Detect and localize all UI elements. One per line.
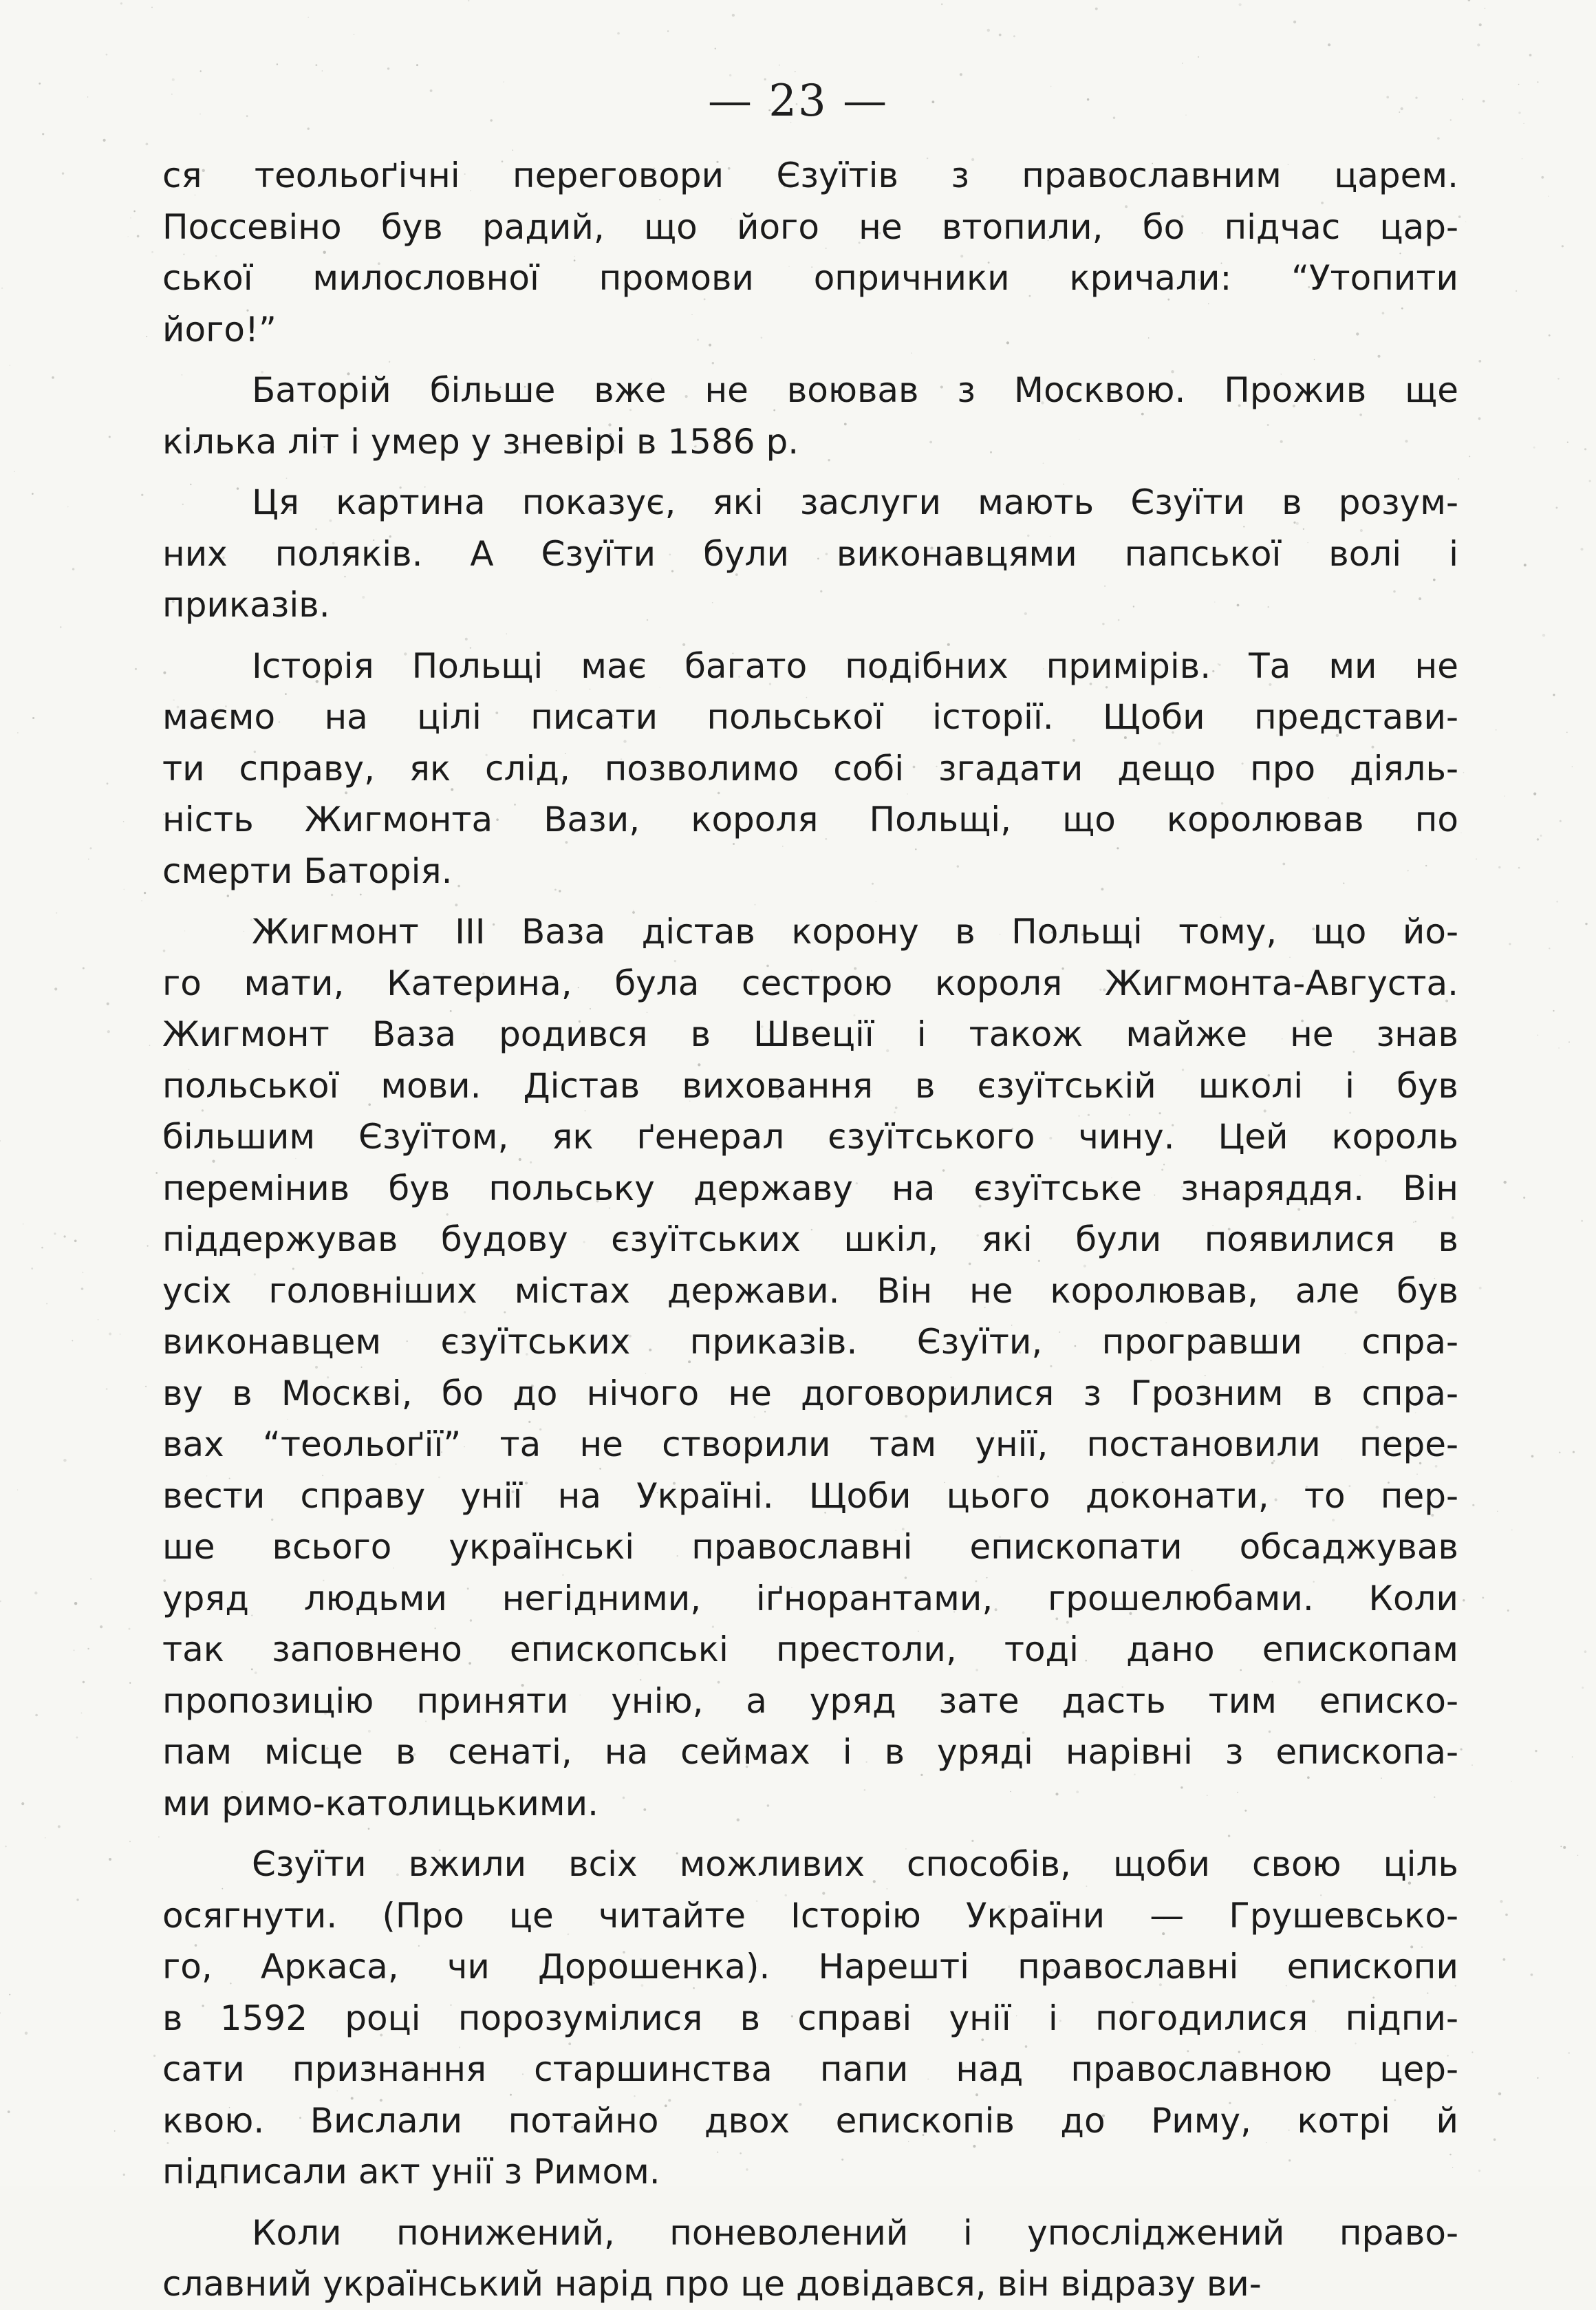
text-line: Баторій більше вже не воював з Москвою. Прожив ще (252, 370, 1458, 410)
text-line: піддержував будову єзуїтських шкіл, які були появилися в (162, 1219, 1458, 1259)
text-line: перемінив був польську державу на єзуїтське знаряддя. Він (162, 1168, 1458, 1208)
text-line: маємо на цілі писати польської історії. Щоби представи- (162, 697, 1458, 737)
text-line: пропозицію приняти унію, а уряд зате дасть тим еписко- (162, 1680, 1458, 1721)
text-line: кілька літ і умер у зневірі в 1586 р. (162, 421, 799, 462)
paragraph (162, 477, 1458, 631)
text-line: ми римо-католицькими. (162, 1783, 599, 1824)
text-line: ся теольоґічні переговори Єзуїтів з православним царем. (162, 156, 1458, 195)
text-line: Жигмонт III Ваза дістав корону в Польщі тому, що йо- (252, 912, 1458, 952)
text-line: уряд людьми негідними, іґнорантами, грошелюбами. Коли (162, 1578, 1458, 1618)
text-line: так заповнено епископські престоли, тоді дано епископам (162, 1629, 1458, 1669)
text-line: Історія Польщі має багато подібних примірів. Та ми не (252, 645, 1458, 686)
text-line: усіх головніших містах держави. Він не королював, але був (162, 1270, 1458, 1311)
text-line: ність Жигмонта Вази, короля Польщі, що королював по (162, 800, 1458, 839)
text-line: польської мови. Дістав виховання в єзуїтській школі і був (162, 1065, 1458, 1106)
paragraph (162, 365, 1458, 467)
text-line: сати признання старшинства папи над православною цер- (162, 2049, 1458, 2089)
text-line: підписали акт унії з Римом. (162, 2152, 660, 2192)
text-line: ської милословної промови опричники кричали: “Утопити (162, 258, 1458, 298)
text-line: більшим Єзуїтом, як ґенерал єзуїтського чину. Цей король (162, 1117, 1458, 1157)
text-line: його!” (162, 309, 277, 350)
text-line: квою. Вислали потайно двох епископів до Риму, котрі й (162, 2100, 1458, 2141)
text-line: вах “теольоґії” та не створили там унії, постановили пере- (162, 1424, 1458, 1464)
text-line: Жигмонт Ваза родився в Швеції і також майже не знав (162, 1014, 1458, 1054)
text-line: ти справу, як слід, позволимо собі згадати дещо про діяль- (162, 748, 1458, 789)
text-line: приказів. (162, 585, 330, 625)
text-line: смерти Баторія. (162, 851, 453, 891)
text-line: виконавцем єзуїтських приказів. Єзуїти, програвши спра- (162, 1322, 1458, 1362)
paragraph (162, 1839, 1458, 2198)
paragraph (162, 2207, 1458, 2310)
text-line: ше всього українські православні епископати обсаджував (162, 1527, 1458, 1567)
paragraph (162, 641, 1458, 897)
paragraph (162, 150, 1458, 355)
paragraph (162, 906, 1458, 1829)
text-line: пам місце в сенаті, на сеймах і в уряді нарівні з епископа- (162, 1732, 1458, 1772)
body-text (162, 150, 1458, 2310)
text-line: Коли понижений, поневолений і упосліджений право- (252, 2212, 1458, 2253)
text-line: го, Аркаса, чи Дорошенка). Нарешті православні епископи (162, 1947, 1458, 1987)
text-line: вести справу унії на Україні. Щоби цього доконати, то пер- (162, 1475, 1458, 1516)
text-line: них поляків. А Єзуїти були виконавцями папської волі і (162, 533, 1458, 574)
text-line: осягнути. (Про це читайте Історію України — Грушевсько- (162, 1895, 1458, 1936)
text-line: Ця картина показує, які заслуги мають Єзуїти в розум- (252, 482, 1458, 522)
text-line: Поссевіно був радий, що його не втопили, бо підчас цар- (162, 206, 1458, 247)
text-line: в 1592 році порозумілися в справі унії і погодилися підпи- (162, 1998, 1458, 2038)
text-line: ву в Москві, бо до нічого не договорилися з Грозним в спра- (162, 1373, 1458, 1413)
text-line: го мати, Катерина, була сестрою короля Жигмонта-Августа. (162, 963, 1458, 1003)
text-line: славний український нарід про це довідався, він відразу ви- (162, 2264, 1262, 2304)
page-number: — 23 — (707, 76, 889, 127)
text-line: Єзуїти вжили всіх можливих способів, щоби свою ціль (252, 1844, 1458, 1884)
